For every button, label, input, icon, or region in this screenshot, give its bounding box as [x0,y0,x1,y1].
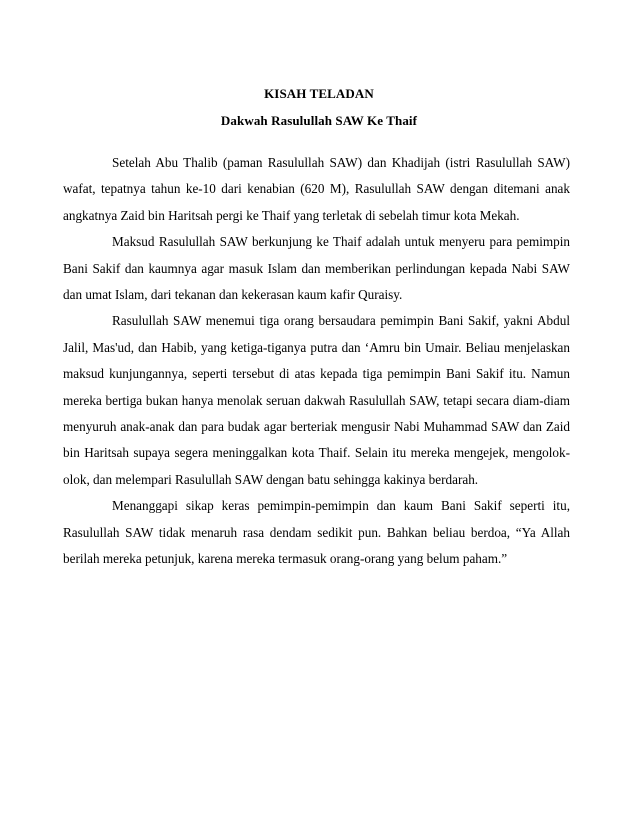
paragraph: Rasulullah SAW menemui tiga orang bersaudara pemimpin Bani Sakif, yakni Abdul Jalil, Mas'ud, dan Habib, yang ketiga-tiganya putra dan ‘Amru bin Umair. Beliau menjelaskan maksud kunjungannya, seperti tersebut di atas kepada tiga pemimpin Bani Sakif itu. Namun mereka bertiga bukan hanya menolak seruan dakwah Rasulullah SAW, tetapi secara diam-diam menyuruh anak-anak dan para budak agar berteriak mengusir Nabi Muhammad SAW dan Zaid bin Haritsah supaya segera meninggalkan kota Thaif. Selain itu mereka mengejek, mengolok-olok, dan melempari Rasulullah SAW dengan batu sehingga kakinya berdarah. [63,313,570,487]
paragraph: Menanggapi sikap keras pemimpin-pemimpin dan kaum Bani Sakif seperti itu, Rasulullah SAW tidak menaruh rasa dendam sedikit pun. Bahkan beliau berdoa, “Ya Allah berilah mereka petunjuk, karena mereka termasuk orang-orang yang belum paham.” [63,498,570,567]
paragraph: Maksud Rasulullah SAW berkunjung ke Thaif adalah untuk menyeru para pemimpin Bani Sakif dan kaumnya agar masuk Islam dan memberikan perlindungan kepada Nabi SAW dan umat Islam, dari tekanan dan kekerasan kaum kafir Quraisy. [63,234,570,303]
document-body [63,150,570,573]
document-subheading: Dakwah Rasulullah SAW Ke Thaif [220,113,418,128]
paragraph: Setelah Abu Thalib (paman Rasulullah SAW) dan Khadijah (istri Rasulullah SAW) wafat, tepatnya tahun ke-10 dari kenabian (620 M), Rasulullah SAW dengan ditemani anak angkatnya Zaid bin Haritsah pergi ke Thaif yang terletak di sebelah timur kota Mekah. [63,155,570,223]
document-heading: KISAH TELADAN [264,86,374,101]
